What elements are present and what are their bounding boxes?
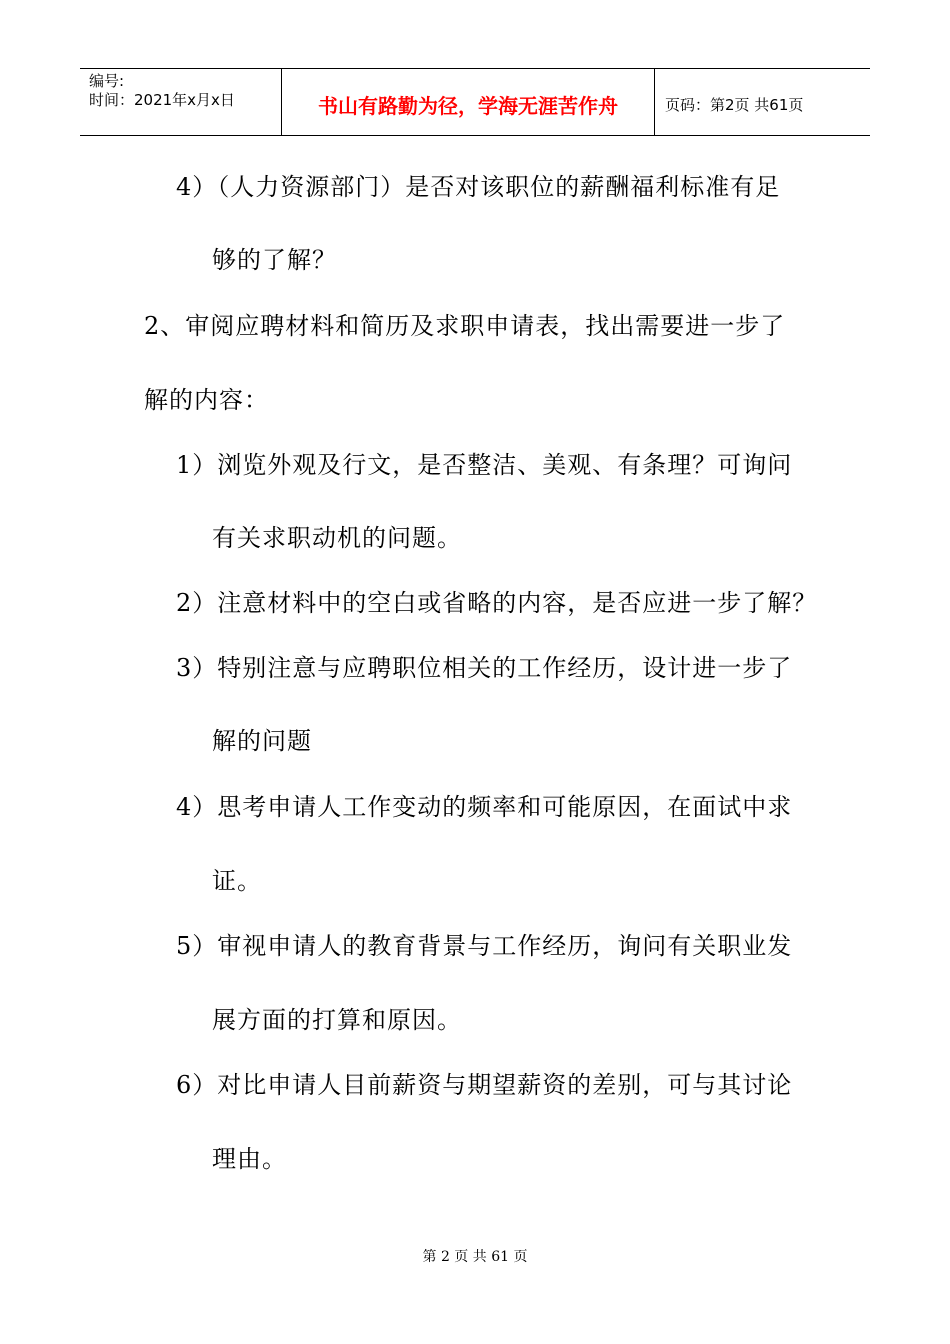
page-footer: 第 2 页 共 61 页: [422, 1249, 528, 1265]
body-line: 解的内容：: [144, 386, 269, 414]
body-line: 展方面的打算和原因。: [212, 1006, 462, 1034]
document-date: 时间：2021年x月x日: [89, 91, 235, 109]
body-line: 2、审阅应聘材料和简历及求职申请表，找出需要进一步了: [144, 312, 786, 340]
body-line: 有关求职动机的问题。: [212, 524, 462, 552]
body-line: 4）思考申请人工作变动的频率和可能原因，在面试中求: [176, 793, 793, 821]
body-line: 2）注意材料中的空白或省略的内容，是否应进一步了解？: [176, 589, 818, 617]
body-line: 5）审视申请人的教育背景与工作经历，询问有关职业发: [176, 932, 793, 960]
body-line: 理由。: [212, 1145, 287, 1173]
body-line: 4）（人力资源部门）是否对该职位的薪酬福利标准有足: [176, 173, 781, 201]
header-meta: [80, 69, 282, 135]
page-header: [80, 68, 870, 136]
document-number-label: 编号:: [89, 72, 125, 90]
body-line: 解的问题: [212, 727, 312, 755]
body-line: 3）特别注意与应聘职位相关的工作经历，设计进一步了: [176, 654, 793, 682]
body-line: 1）浏览外观及行文，是否整洁、美观、有条理？可询问: [176, 451, 793, 479]
body-line: 证。: [212, 867, 262, 895]
header-motto: 书山有路勤为径，学海无涯苦作舟: [282, 69, 655, 135]
body-line: 6）对比申请人目前薪资与期望薪资的差别，可与其讨论: [176, 1071, 793, 1099]
header-page-info: 页码：第2页 共61页: [665, 95, 804, 114]
body-line: 够的了解？: [212, 246, 337, 274]
